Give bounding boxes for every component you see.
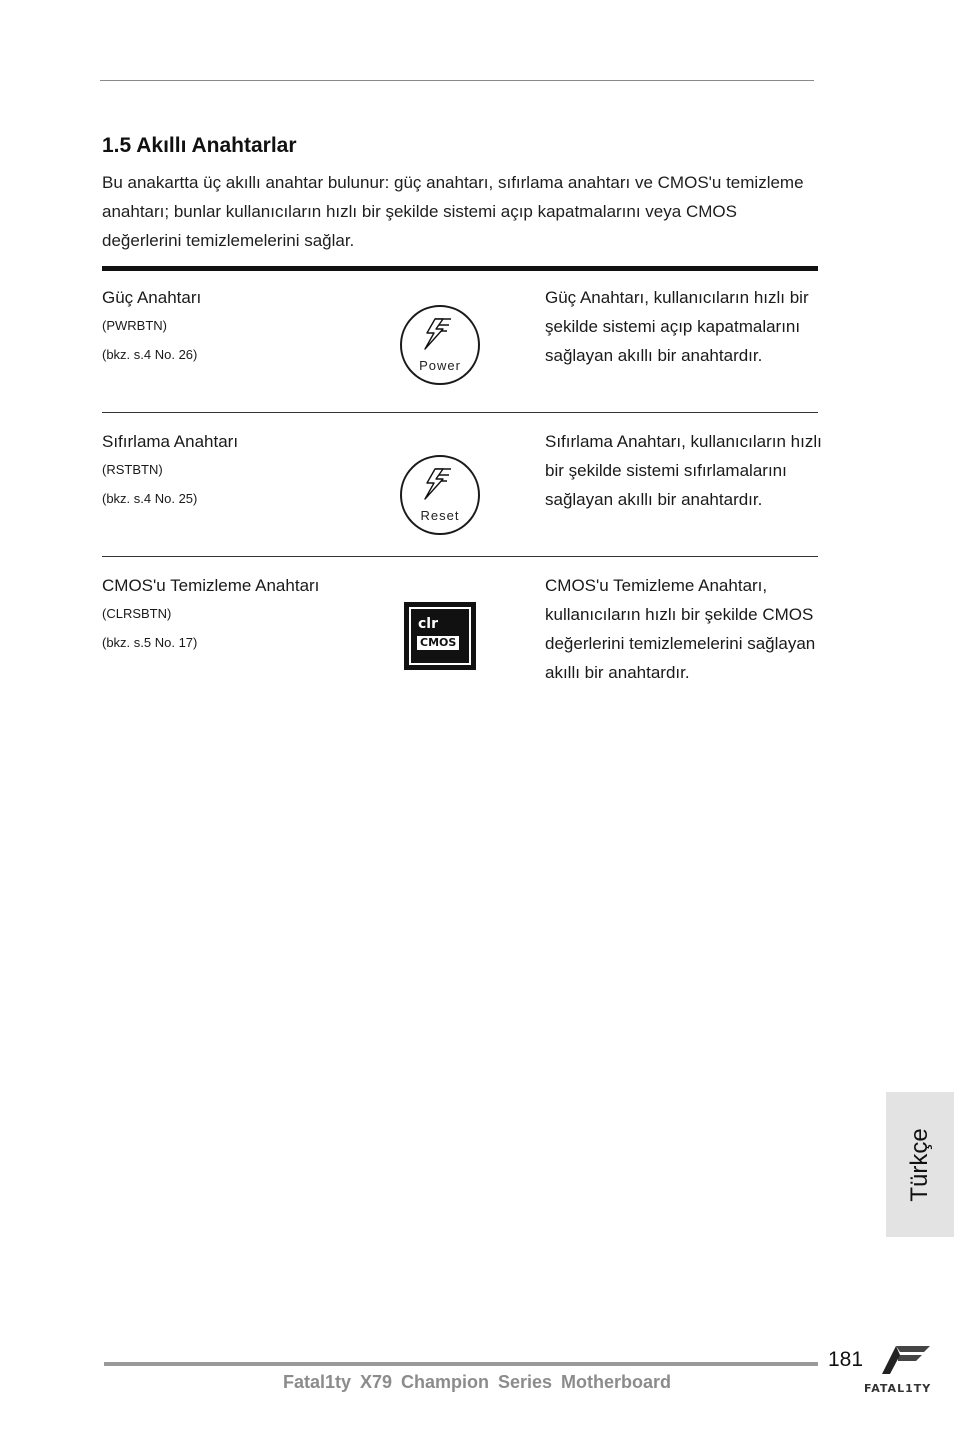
switch-code: (PWRBTN): [102, 318, 167, 333]
reset-label: Reset: [420, 508, 460, 523]
power-button-icon: [400, 305, 480, 385]
switch-reference: (bkz. s.4 No. 25): [102, 491, 198, 506]
switch-name: Güç Anahtarı: [102, 288, 202, 307]
switch-description: Sıfırlama Anahtarı, kullanıcıların hızlı bir şekilde sistemi sıfırlamalarını sağlayan akıllı bir anahtardır.: [545, 432, 822, 509]
fatal1ty-logo-icon: [878, 1342, 934, 1378]
switch-name: CMOS'u Temizleme Anahtarı: [102, 576, 320, 595]
switch-description: CMOS'u Temizleme Anahtarı, kullanıcıların hızlı bir şekilde CMOS değerlerini temizlemelerini sağlayan akıllı bir anahtardır.: [545, 576, 816, 682]
clr-label: clr: [418, 616, 439, 632]
switch-code: (RSTBTN): [102, 462, 163, 477]
table-top-rule: [102, 266, 818, 271]
switch-reference: (bkz. s.4 No. 26): [102, 347, 198, 362]
switch-description: Güç Anahtarı, kullanıcıların hızlı bir şekilde sistemi açıp kapatmalarını sağlayan akıllı bir anahtardır.: [545, 288, 809, 365]
switch-code: (CLRSBTN): [102, 606, 172, 621]
top-rule: [100, 80, 814, 81]
lightning-icon: [421, 463, 461, 503]
switch-reference: (bkz. s.5 No. 17): [102, 635, 198, 650]
footer-title: Fatal1ty X79 Champion Series Motherboard: [282, 1372, 672, 1392]
logo-wordmark: FATAL1TY: [864, 1382, 932, 1395]
page-number: 181: [828, 1348, 864, 1371]
lightning-icon: [421, 313, 461, 353]
switch-name: Sıfırlama Anahtarı: [102, 432, 239, 451]
clear-cmos-button-icon: [404, 602, 476, 670]
reset-button-icon: [400, 455, 480, 535]
language-label: Türkçe: [906, 1127, 933, 1202]
section-title: 1.5 Akıllı Anahtarlar: [102, 134, 297, 157]
row-divider: [102, 412, 818, 413]
footer-rule: [104, 1362, 818, 1366]
cmos-label: CMOS: [417, 636, 459, 650]
row-divider: [102, 556, 818, 557]
section-intro: Bu anakartta üç akıllı anahtar bulunur: güç anahtarı, sıfırlama anahtarı ve CMOS'u temizleme anahtarı; bunlar kullanıcıların hızlı bir şekilde sistemi açıp kapatmalarını veya CMOS değerlerini temizlemelerini sağlar.: [102, 173, 804, 250]
language-tab: [886, 1092, 954, 1237]
fatal1ty-logo: [864, 1342, 948, 1400]
power-label: Power: [419, 358, 461, 373]
